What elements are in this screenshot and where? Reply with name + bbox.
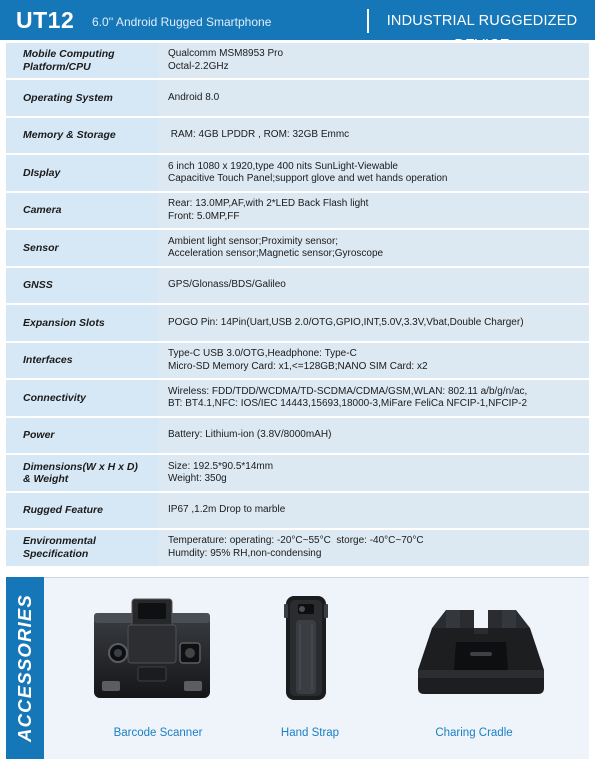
spec-label bbox=[6, 268, 154, 303]
spec-value bbox=[158, 118, 589, 153]
spec-row bbox=[6, 380, 589, 415]
header-tagline: INDUSTRIAL RUGGEDIZED bbox=[367, 9, 595, 33]
spec-value-line: IP67 ,1.2m Drop to marble bbox=[168, 504, 286, 516]
spec-table bbox=[6, 43, 589, 568]
spec-label bbox=[6, 455, 154, 490]
spec-row bbox=[6, 230, 589, 265]
spec-value bbox=[158, 380, 589, 415]
spec-label bbox=[6, 43, 154, 78]
spec-value-line: POGO Pin: 14Pin(Uart,USB 2.0/OTG,GPIO,INT,5.0V,3.3V,Vbat,Double Charger) bbox=[168, 316, 524, 328]
spec-value-line: Front: 5.0MP,FF bbox=[168, 210, 240, 222]
spec-label-line: Expansion Slots bbox=[23, 316, 105, 329]
spec-label-line: Memory & Storage bbox=[23, 129, 116, 142]
spec-row bbox=[6, 43, 589, 78]
spec-label-line: GNSS bbox=[23, 279, 53, 292]
accessory-label-charging-cradle: Charing Cradle bbox=[435, 727, 513, 739]
spec-row bbox=[6, 530, 589, 565]
barcode-scanner-image bbox=[92, 595, 212, 700]
spec-value bbox=[158, 455, 589, 490]
product-subtitle: 6.0'' Android Rugged Smartphone bbox=[92, 15, 272, 29]
spec-value-line: Acceleration sensor;Magnetic sensor;Gyroscope bbox=[168, 248, 384, 260]
spec-row bbox=[6, 305, 589, 340]
hand-strap-image bbox=[280, 594, 332, 702]
header-bar bbox=[0, 0, 595, 40]
spec-label-line: & Weight bbox=[23, 473, 69, 486]
spec-label bbox=[6, 530, 154, 565]
spec-label bbox=[6, 380, 154, 415]
spec-row bbox=[6, 80, 589, 115]
charging-cradle-image bbox=[412, 608, 550, 696]
spec-value-line: Weight: 350g bbox=[168, 473, 227, 485]
spec-label bbox=[6, 230, 154, 265]
spec-label-line: Camera bbox=[23, 204, 62, 217]
spec-value bbox=[158, 80, 589, 115]
spec-label-line: Environmental bbox=[23, 535, 96, 548]
spec-label-line: Dimensions(W x H x D) bbox=[23, 460, 138, 473]
spec-value-line: Temperature: operating: -20°C~55°C storge: -40°C~70°C bbox=[168, 535, 424, 547]
spec-value-line: Battery: Lithium-ion (3.8V/8000mAH) bbox=[168, 429, 332, 441]
spec-value-line: Rear: 13.0MP,AF,with 2*LED Back Flash light bbox=[168, 198, 369, 210]
spec-row bbox=[6, 268, 589, 303]
spec-value-line: 6 inch 1080 x 1920,type 400 nits SunLight-Viewable bbox=[168, 160, 398, 172]
spec-value-line: Android 8.0 bbox=[168, 91, 220, 103]
spec-value bbox=[158, 193, 589, 228]
spec-label bbox=[6, 493, 154, 528]
spec-value-line: Wireless: FDD/TDD/WCDMA/TD-SCDMA/CDMA/GSM,WLAN: 802.11 a/b/g/n/ac, bbox=[168, 385, 528, 397]
spec-label bbox=[6, 80, 154, 115]
spec-value-line: Humdity: 95% RH,non-condensing bbox=[168, 547, 322, 559]
spec-value bbox=[158, 418, 589, 453]
spec-row bbox=[6, 193, 589, 228]
spec-value bbox=[158, 230, 589, 265]
accessory-label-hand-strap: Hand Strap bbox=[280, 727, 340, 739]
spec-label-line: Interfaces bbox=[23, 354, 73, 367]
spec-value-line: GPS/Glonass/BDS/Galileo bbox=[168, 279, 286, 291]
spec-label-line: Specification bbox=[23, 547, 89, 560]
spec-value bbox=[158, 530, 589, 565]
spec-value-line: Micro-SD Memory Card: x1,<=128GB;NANO SIM Card: x2 bbox=[168, 360, 428, 372]
spec-label-line: DIsplay bbox=[23, 166, 61, 179]
spec-value-line: RAM: 4GB LPDDR , ROM: 32GB Emmc bbox=[168, 129, 350, 141]
spec-value-line: Ambient light sensor;Proximity sensor; bbox=[168, 235, 339, 247]
spec-value bbox=[158, 155, 589, 190]
spec-label-line: Connectivity bbox=[23, 391, 87, 404]
spec-row bbox=[6, 455, 589, 490]
spec-label bbox=[6, 418, 154, 453]
model-name: UT12 bbox=[16, 7, 75, 33]
spec-value-line: Type-C USB 3.0/OTG,Headphone: Type-C bbox=[168, 348, 357, 360]
accessory-label-barcode-scanner: Barcode Scanner bbox=[113, 727, 203, 739]
spec-value-line: Capacitive Touch Panel;support glove and wet hands operation bbox=[168, 173, 448, 185]
spec-value bbox=[158, 43, 589, 78]
spec-value bbox=[158, 305, 589, 340]
spec-row bbox=[6, 343, 589, 378]
spec-value-line: Size: 192.5*90.5*14mm bbox=[168, 460, 274, 472]
spec-label bbox=[6, 155, 154, 190]
spec-row bbox=[6, 493, 589, 528]
spec-row bbox=[6, 418, 589, 453]
spec-label-line: Mobile Computing bbox=[23, 48, 115, 61]
accessories-title: ACCESSORIES bbox=[14, 594, 35, 742]
spec-label-line: Operating System bbox=[23, 91, 113, 104]
spec-label bbox=[6, 305, 154, 340]
spec-value-line: Octal-2.2GHz bbox=[168, 60, 229, 72]
spec-value-line: Qualcomm MSM8953 Pro bbox=[168, 48, 284, 60]
spec-row bbox=[6, 118, 589, 153]
spec-label bbox=[6, 118, 154, 153]
spec-label-line: Sensor bbox=[23, 241, 59, 254]
spec-label-line: Platform/CPU bbox=[23, 60, 91, 73]
spec-value bbox=[158, 493, 589, 528]
spec-label bbox=[6, 193, 154, 228]
spec-value bbox=[158, 268, 589, 303]
spec-value-line: BT: BT4.1,NFC: IOS/IEC 14443,15693,18000-3,MiFare FeliCa NFCIP-1,NFCIP-2 bbox=[168, 398, 528, 410]
spec-label-line: Power bbox=[23, 429, 55, 442]
spec-row bbox=[6, 155, 589, 190]
spec-label-line: Rugged Feature bbox=[23, 504, 103, 517]
spec-value bbox=[158, 343, 589, 378]
spec-label bbox=[6, 343, 154, 378]
